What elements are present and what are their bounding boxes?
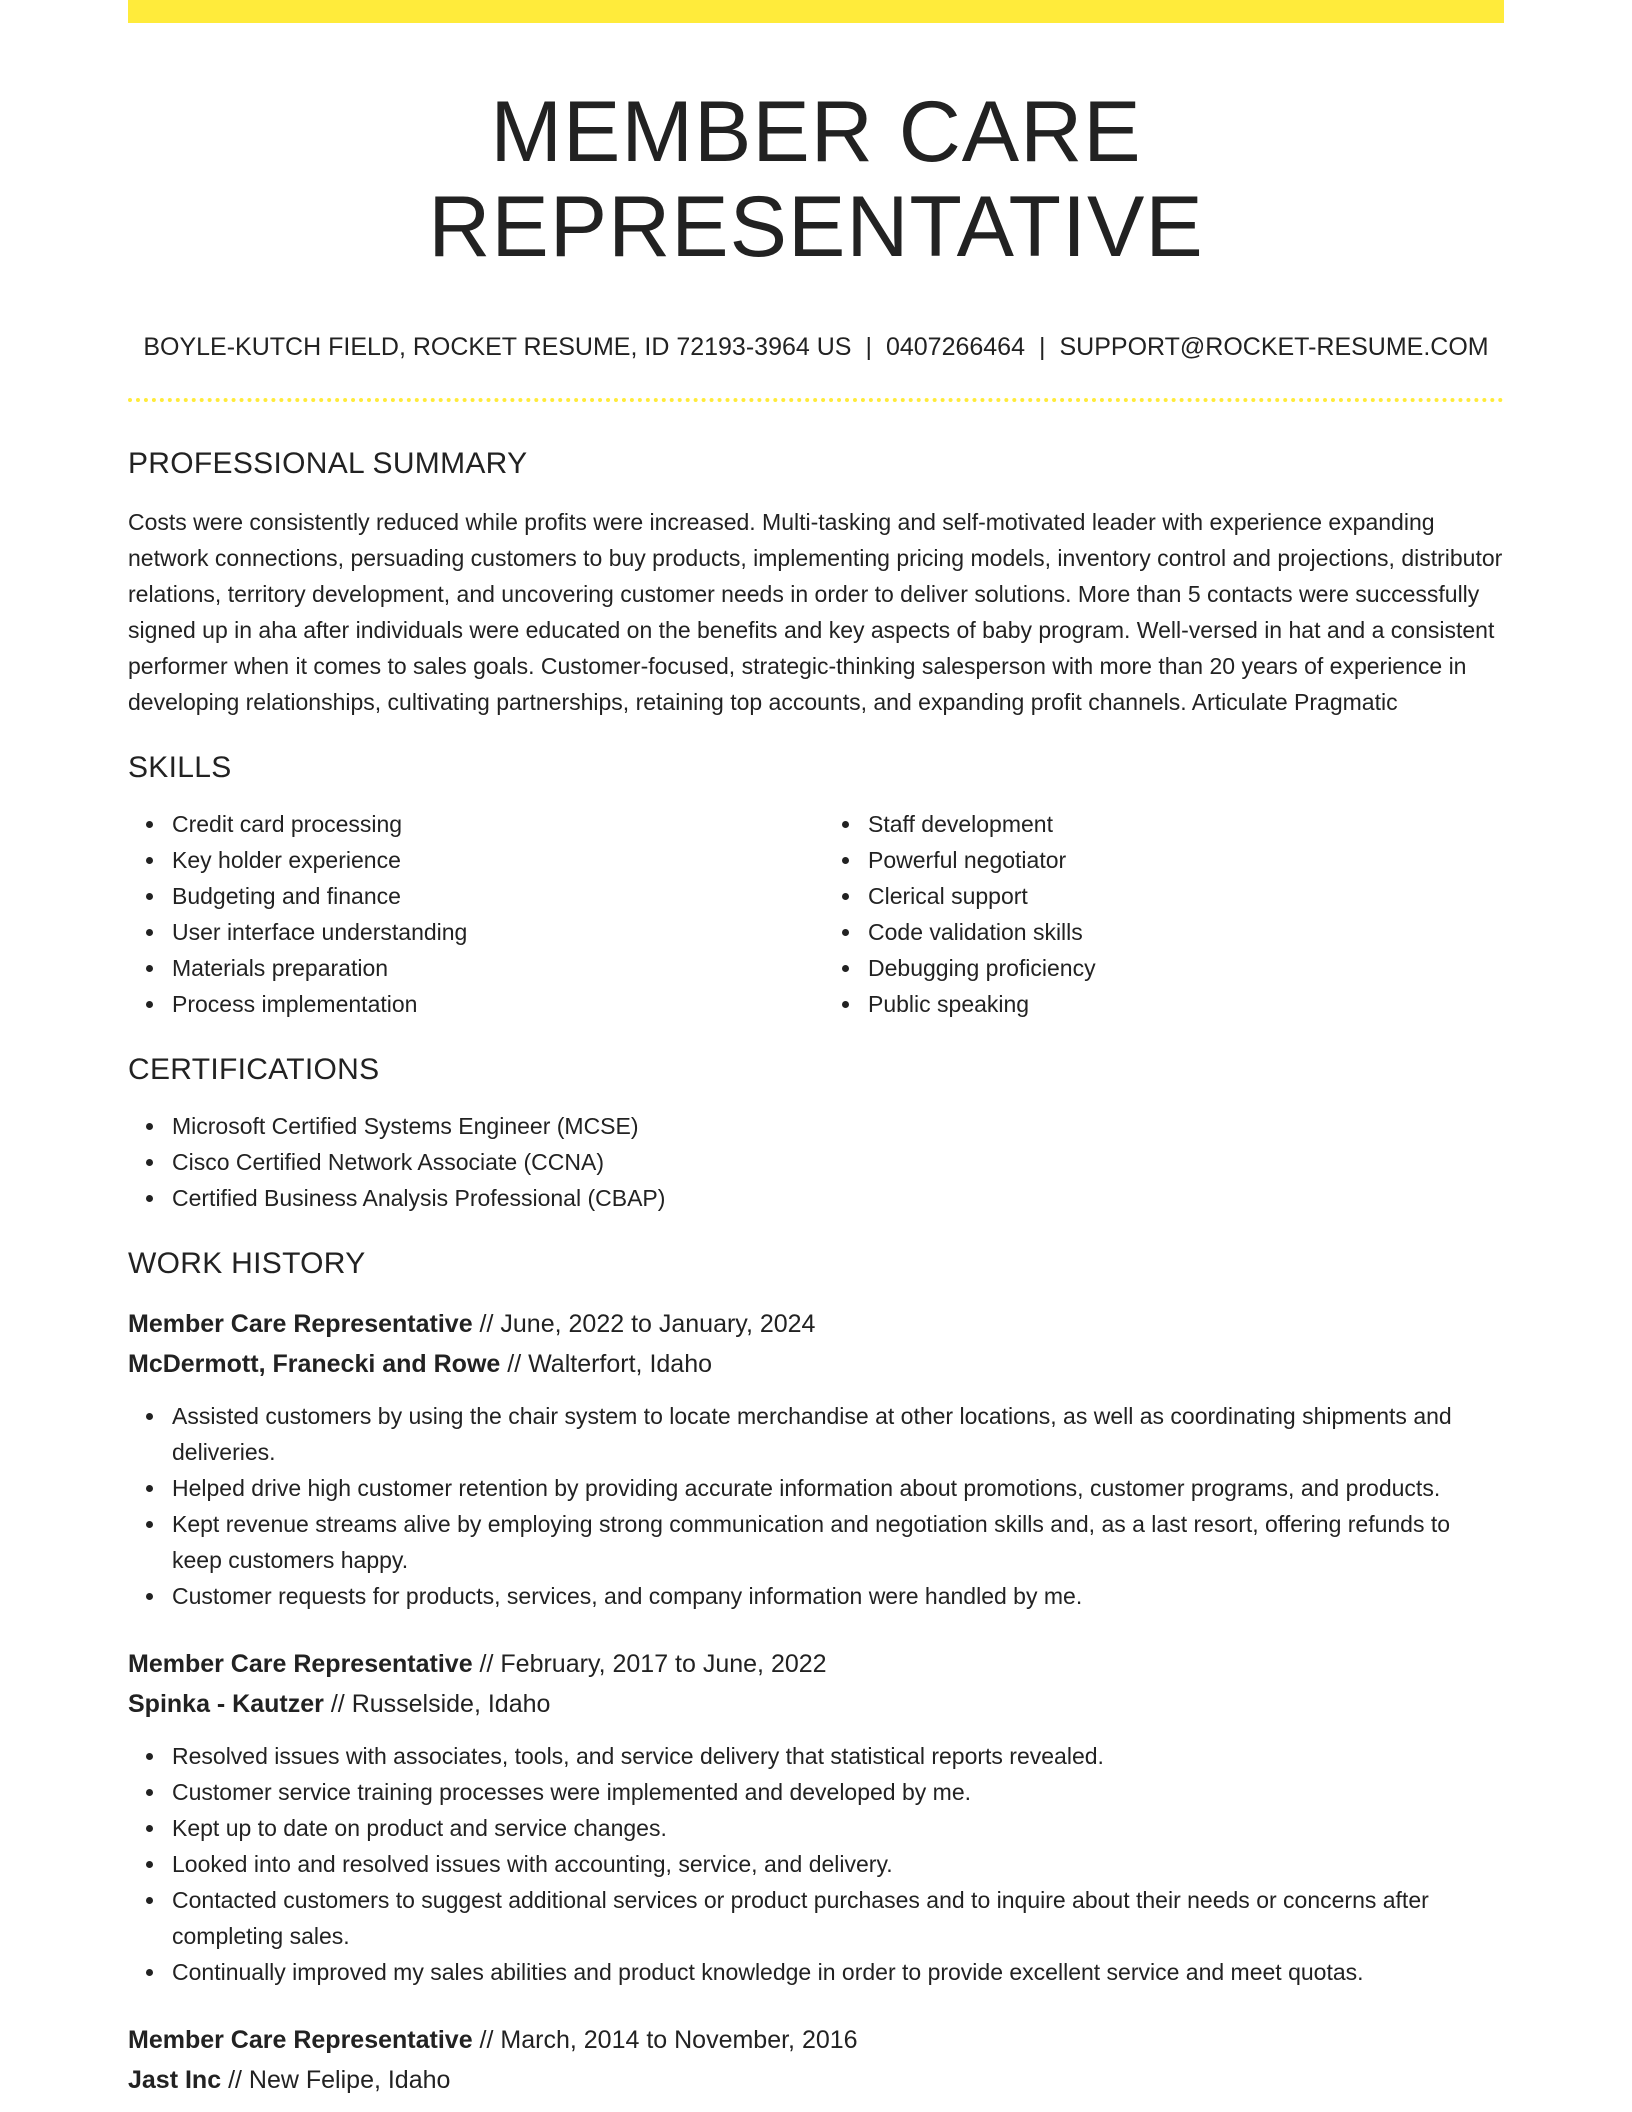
work-history-section: [128, 1246, 1504, 2100]
summary-text: Costs were consistently reduced while profits were increased. Multi-tasking and self-motivated leader with experience expanding network connections, persuading customers to buy products, implementing pricing models, inventory control and projections, distributor relations, territory development, and uncovering customer needs in order to deliver solutions. More than 5 contacts were successfully signed up in aha after individuals were educated on the benefits and key aspects of baby program. Well-versed in hat and a consistent performer when it comes to sales goals. Customer-focused, strategic-thinking salesperson with more than 20 years of experience in developing relationships, cultivating partnerships, retaining top accounts, and expanding profit channels. Articulate Pragmatic: [128, 509, 1503, 716]
job-duty: Resolved issues with associates, tools, and service delivery that statistical reports revealed.: [172, 1738, 1504, 1774]
job-duty: Contacted customers to suggest additional services or product purchases and to inquire about their needs or concerns after completing sales.: [172, 1882, 1504, 1954]
job-separator: //: [228, 2066, 242, 2095]
skills-list-left: [128, 806, 816, 1022]
skill-item: User interface understanding: [172, 914, 816, 950]
job-dates: June, 2022 to January, 2024: [500, 1310, 816, 1339]
dotted-divider: [128, 398, 1504, 402]
job-title: Member Care Representative: [128, 1650, 473, 1679]
skill-item: Key holder experience: [172, 842, 816, 878]
summary-heading: PROFESSIONAL SUMMARY: [128, 447, 528, 481]
job-company: McDermott, Franecki and Rowe: [128, 1350, 501, 1379]
job-location: Russelside, Idaho: [351, 1690, 551, 1719]
skill-item: Budgeting and finance: [172, 878, 816, 914]
certifications-list: [128, 1108, 1504, 1216]
certifications-heading: CERTIFICATIONS: [128, 1053, 380, 1087]
job-company: Jast Inc: [128, 2066, 222, 2095]
skills-heading: SKILLS: [128, 751, 232, 785]
job-company-line: [128, 1344, 1504, 1384]
contact-email: SUPPORT@ROCKET-RESUME.COM: [1059, 333, 1489, 362]
job-separator: //: [479, 1310, 494, 1339]
work-history-heading: WORK HISTORY: [128, 1247, 366, 1281]
contact-line: [128, 332, 1504, 362]
skills-list-right: [816, 806, 1504, 1022]
resume-title: MEMBER CARE REPRESENTATIVE: [428, 84, 1204, 275]
job-company: Spinka - Kautzer: [128, 1690, 324, 1719]
skills-grid: [128, 786, 1504, 1022]
contact-address: BOYLE-KUTCH FIELD, ROCKET RESUME, ID 72193-3964 US: [143, 333, 852, 362]
skill-item: Clerical support: [868, 878, 1504, 914]
job-entry: [128, 1644, 1504, 1990]
job-entry: [128, 2020, 1504, 2100]
contact-separator: |: [865, 333, 872, 362]
job-duty: Helped drive high customer retention by providing accurate information about promotions, customer programs, and products.: [172, 1470, 1504, 1506]
skill-item: Debugging proficiency: [868, 950, 1504, 986]
job-entry: [128, 1304, 1504, 1614]
skills-section: [128, 750, 1504, 1022]
job-duty: Kept up to date on product and service changes.: [172, 1810, 1504, 1846]
job-company-line: [128, 1684, 1504, 1724]
job-title-line: [128, 2020, 1504, 2060]
certification-item: Cisco Certified Network Associate (CCNA): [172, 1144, 1504, 1180]
skill-item: Powerful negotiator: [868, 842, 1504, 878]
job-duty: Kept revenue streams alive by employing strong communication and negotiation skills and, as a last resort, offering refunds to keep customers happy.: [172, 1506, 1504, 1578]
job-title: Member Care Representative: [128, 2026, 473, 2055]
job-title-line: [128, 1644, 1504, 1684]
job-separator: //: [479, 1650, 494, 1679]
contact-separator: |: [1039, 333, 1046, 362]
accent-top-bar: [128, 0, 1504, 23]
job-duty: Customer service training processes were implemented and developed by me.: [172, 1774, 1504, 1810]
resume-page: [128, 0, 1504, 2100]
skill-item: Public speaking: [868, 986, 1504, 1022]
job-dates: March, 2014 to November, 2016: [500, 2026, 858, 2055]
certifications-section: [128, 1052, 1504, 1216]
job-location: New Felipe, Idaho: [248, 2066, 451, 2095]
skill-item: Materials preparation: [172, 950, 816, 986]
skills-column-left: [128, 786, 816, 1022]
job-separator: //: [330, 1690, 345, 1719]
job-separator: //: [507, 1350, 522, 1379]
job-duty: Assisted customers by using the chair system to locate merchandise at other locations, as well as coordinating shipments and deliveries.: [172, 1398, 1504, 1470]
job-dates: February, 2017 to June, 2022: [500, 1650, 827, 1679]
job-title-line: [128, 1304, 1504, 1344]
skills-column-right: [816, 786, 1504, 1022]
job-separator: //: [479, 2026, 494, 2055]
summary-section: [128, 446, 1504, 720]
certification-item: Microsoft Certified Systems Engineer (MCSE): [172, 1108, 1504, 1144]
job-location: Walterfort, Idaho: [528, 1350, 712, 1379]
job-duties-list: [128, 1738, 1504, 1990]
job-duty: Customer requests for products, services, and company information were handled by me.: [172, 1578, 1504, 1614]
skill-item: Code validation skills: [868, 914, 1504, 950]
job-duties-list: [128, 1398, 1504, 1614]
job-title: Member Care Representative: [128, 1310, 473, 1339]
job-duty: Looked into and resolved issues with accounting, service, and delivery.: [172, 1846, 1504, 1882]
skill-item: Staff development: [868, 806, 1504, 842]
skill-item: Process implementation: [172, 986, 816, 1022]
certification-item: Certified Business Analysis Professional (CBAP): [172, 1180, 1504, 1216]
job-company-line: [128, 2060, 1504, 2100]
contact-phone: 0407266464: [885, 333, 1025, 362]
skill-item: Credit card processing: [172, 806, 816, 842]
job-duty: Continually improved my sales abilities and product knowledge in order to provide excellent service and meet quotas.: [172, 1954, 1504, 1990]
